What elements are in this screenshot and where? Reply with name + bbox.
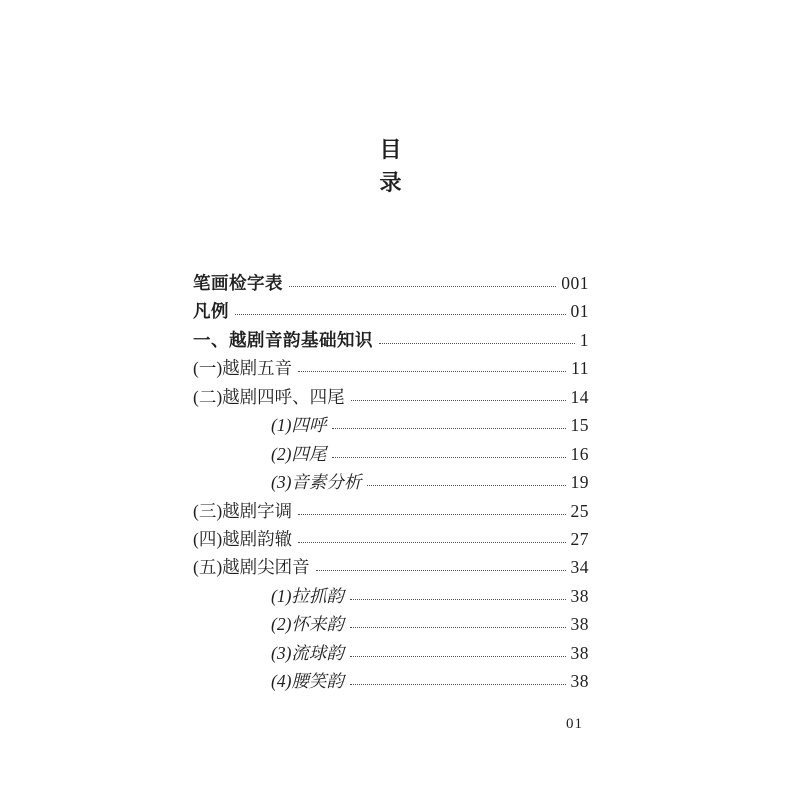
toc-entry-page-number: 14: [570, 386, 589, 407]
dotted-leader: [350, 656, 566, 657]
dotted-leader: [350, 627, 566, 628]
toc-entry-label: (三)越剧字调: [193, 500, 293, 521]
page-title: [193, 133, 589, 199]
toc-entry-label: (二)越剧四呼、四尾: [193, 386, 345, 407]
toc-entry-label: (3)音素分析: [271, 472, 362, 493]
page-title-char: 录: [379, 170, 403, 195]
toc-entry: [193, 582, 589, 610]
toc-entry-page-number: 1: [579, 329, 589, 350]
dotted-leader: [332, 457, 565, 458]
toc-entry-label: (4)腰笑韵: [271, 671, 344, 692]
toc-entry-label: (四)越剧韵辙: [193, 528, 293, 549]
dotted-leader: [298, 371, 566, 372]
dotted-leader: [350, 599, 566, 600]
toc-entry-label: (1)四呼: [271, 415, 327, 436]
dotted-leader: [350, 684, 566, 685]
toc-entry: [193, 269, 589, 297]
toc-entry: [193, 639, 589, 667]
toc-entry-page-number: 19: [570, 472, 589, 493]
toc-entry-page-number: 15: [570, 415, 589, 436]
toc-entry: [193, 383, 589, 411]
toc-entry-label: (2)四尾: [271, 443, 327, 464]
dotted-leader: [235, 314, 566, 315]
dotted-leader: [316, 570, 566, 571]
toc-entry-page-number: 27: [570, 528, 589, 549]
toc-entry-label: 一、越剧音韵基础知识: [193, 329, 373, 350]
toc-list: [193, 269, 589, 696]
toc-entry: [193, 610, 589, 638]
toc-entry: [193, 553, 589, 581]
page-title-char: 目: [379, 137, 403, 162]
toc-entry-page-number: 01: [570, 301, 589, 322]
toc-entry: [193, 440, 589, 468]
dotted-leader: [367, 485, 565, 486]
toc-entry-page-number: 16: [570, 443, 589, 464]
toc-entry-page-number: 38: [570, 614, 589, 635]
toc-entry-label: (2)怀来韵: [271, 614, 344, 635]
dotted-leader: [298, 514, 565, 515]
toc-entry: [193, 667, 589, 695]
toc-entry-label: (3)流球韵: [271, 642, 344, 663]
toc-entry-page-number: 38: [570, 671, 589, 692]
toc-entry-page-number: 38: [570, 585, 589, 606]
dotted-leader: [289, 286, 556, 287]
toc-entry: [193, 525, 589, 553]
toc-entry: [193, 297, 589, 325]
dotted-leader: [379, 343, 575, 344]
toc-entry-page-number: 34: [570, 557, 589, 578]
toc-entry-label: (1)拉抓韵: [271, 585, 344, 606]
toc-entry-page-number: 001: [561, 273, 589, 293]
dotted-leader: [298, 542, 565, 543]
toc-entry-label: (五)越剧尖团音: [193, 557, 310, 578]
dotted-leader: [351, 400, 566, 401]
toc-entry-page-number: 11: [571, 358, 589, 379]
toc-entry-label: (一)越剧五音: [193, 358, 293, 379]
toc-entry-label: 笔画检字表: [193, 273, 283, 293]
folio-page-number: 01: [566, 716, 583, 732]
toc-entry-page-number: 25: [570, 500, 589, 521]
dotted-leader: [332, 428, 565, 429]
toc-entry-label: 凡例: [193, 301, 229, 322]
toc-entry: [193, 354, 589, 382]
toc-entry: [193, 326, 589, 354]
toc-entry: [193, 468, 589, 496]
toc-entry-page-number: 38: [570, 642, 589, 663]
toc-entry: [193, 497, 589, 525]
toc-entry: [193, 411, 589, 439]
